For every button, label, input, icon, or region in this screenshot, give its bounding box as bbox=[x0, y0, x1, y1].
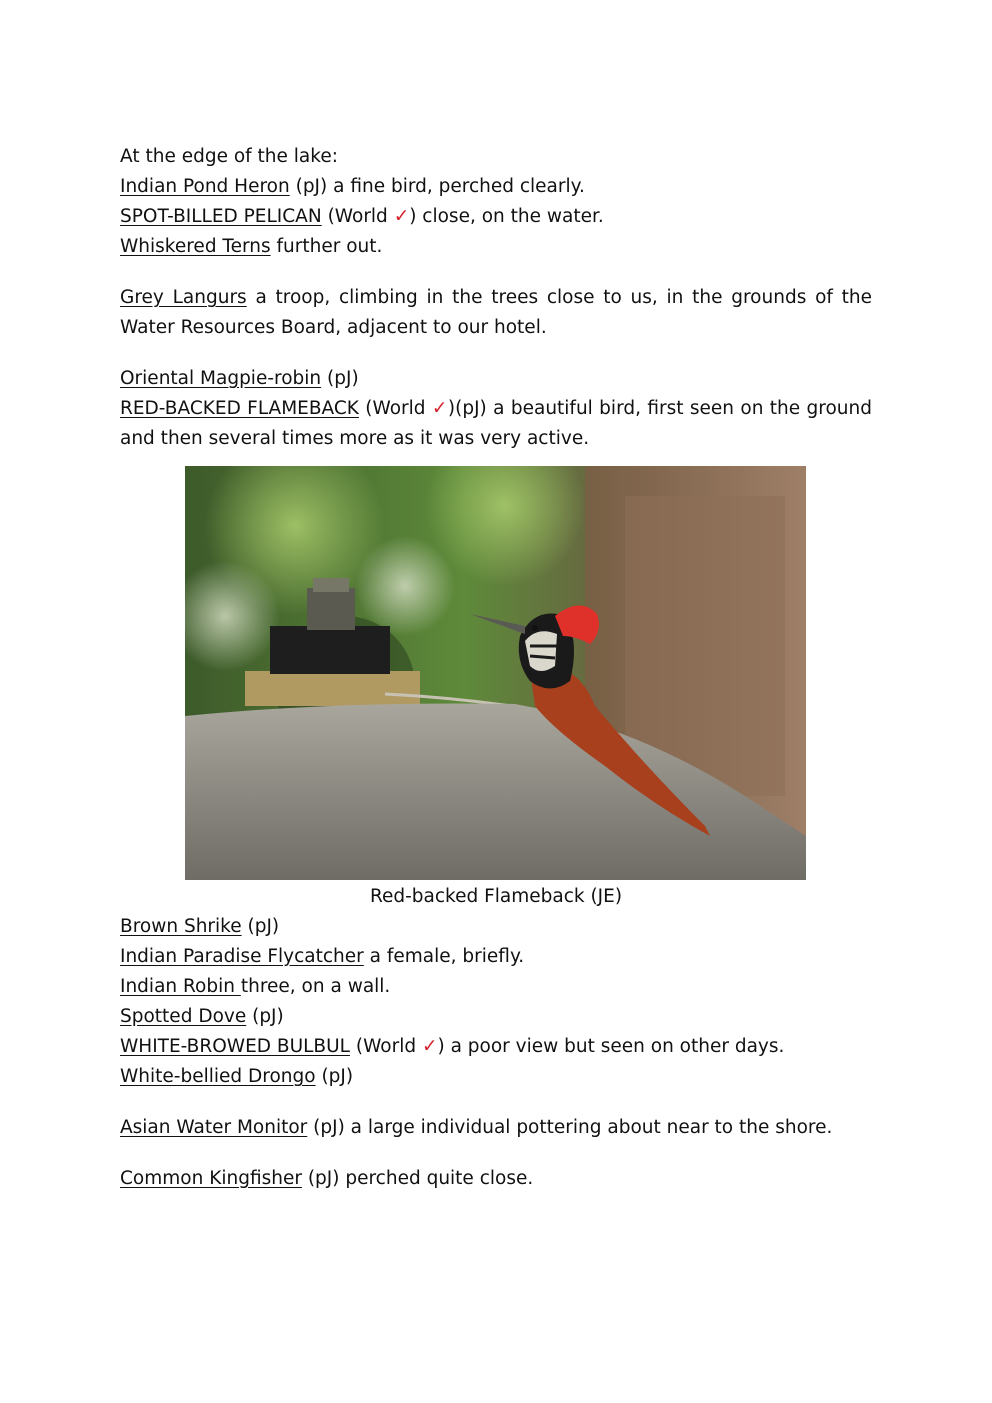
sighting-line bbox=[120, 1164, 872, 1194]
section-heading: At the edge of the lake: bbox=[120, 146, 338, 167]
sighting-paragraph bbox=[120, 283, 872, 343]
species-name: RED-BACKED FLAMEBACK bbox=[120, 398, 359, 419]
sighting-line bbox=[120, 364, 872, 394]
sighting-note: (pJ) perched quite close. bbox=[301, 1168, 534, 1189]
sighting-note: (pJ) bbox=[321, 368, 359, 389]
document-body-continued bbox=[120, 912, 872, 1194]
species-name: Indian Pond Heron bbox=[120, 176, 290, 197]
species-name: Asian Water Monitor bbox=[120, 1117, 308, 1138]
sighting-line bbox=[120, 1002, 872, 1032]
sighting-line bbox=[120, 912, 872, 942]
species-name: Grey Langurs bbox=[120, 287, 247, 308]
sighting-note: further out. bbox=[270, 236, 383, 257]
sighting-note: (pJ) a fine bird, perched clearly. bbox=[289, 176, 585, 197]
bird-photo bbox=[185, 466, 806, 880]
species-name: Indian Paradise Flycatcher bbox=[120, 946, 364, 967]
species-name: White-bellied Drongo bbox=[120, 1066, 316, 1087]
sighting-line bbox=[120, 972, 872, 1002]
sighting-note: (pJ) a large individual pottering about near to the shore. bbox=[307, 1117, 833, 1138]
species-name: Spotted Dove bbox=[120, 1006, 247, 1027]
species-name: SPOT-BILLED PELICAN bbox=[120, 206, 322, 227]
species-name: Common Kingfisher bbox=[120, 1168, 302, 1189]
species-name: Whiskered Terns bbox=[120, 236, 271, 257]
sighting-line bbox=[120, 232, 872, 262]
sighting-note: ) a poor view but seen on other days. bbox=[437, 1036, 785, 1057]
species-name: Indian Robin bbox=[120, 976, 241, 997]
sighting-note: a female, briefly. bbox=[363, 946, 525, 967]
checkmark-icon: ✓ bbox=[393, 206, 410, 227]
sighting-note-prefix: (World bbox=[358, 398, 432, 419]
sighting-paragraph bbox=[120, 394, 872, 454]
sighting-line bbox=[120, 1113, 872, 1143]
sighting-note: )(pJ) a beautiful bird, first seen on the ground and then several times more as it was very active. bbox=[120, 398, 872, 449]
species-name: Oriental Magpie-robin bbox=[120, 368, 322, 389]
sighting-line bbox=[120, 1062, 872, 1092]
sighting-line bbox=[120, 172, 872, 202]
sighting-note-prefix: (World bbox=[349, 1036, 422, 1057]
sighting-note: three, on a wall. bbox=[240, 976, 391, 997]
checkmark-icon: ✓ bbox=[421, 1036, 438, 1057]
sighting-line bbox=[120, 942, 872, 972]
sighting-line bbox=[120, 1032, 872, 1062]
sighting-note-prefix: (World bbox=[321, 206, 394, 227]
checkmark-icon: ✓ bbox=[431, 398, 448, 419]
sighting-note: ) close, on the water. bbox=[409, 206, 604, 227]
species-name: Brown Shrike bbox=[120, 916, 242, 937]
sighting-note: (pJ) bbox=[315, 1066, 354, 1087]
sighting-line bbox=[120, 202, 872, 232]
document-body bbox=[120, 142, 872, 454]
species-name: WHITE-BROWED BULBUL bbox=[120, 1036, 350, 1057]
sighting-note: (pJ) bbox=[246, 1006, 284, 1027]
photo-caption: Red-backed Flameback (JE) bbox=[369, 886, 623, 907]
sighting-note: a troop, climbing in the trees close to us, in the grounds of the Water Resources Board, adjacent to our hotel. bbox=[120, 287, 873, 338]
sighting-note: (pJ) bbox=[241, 916, 280, 937]
